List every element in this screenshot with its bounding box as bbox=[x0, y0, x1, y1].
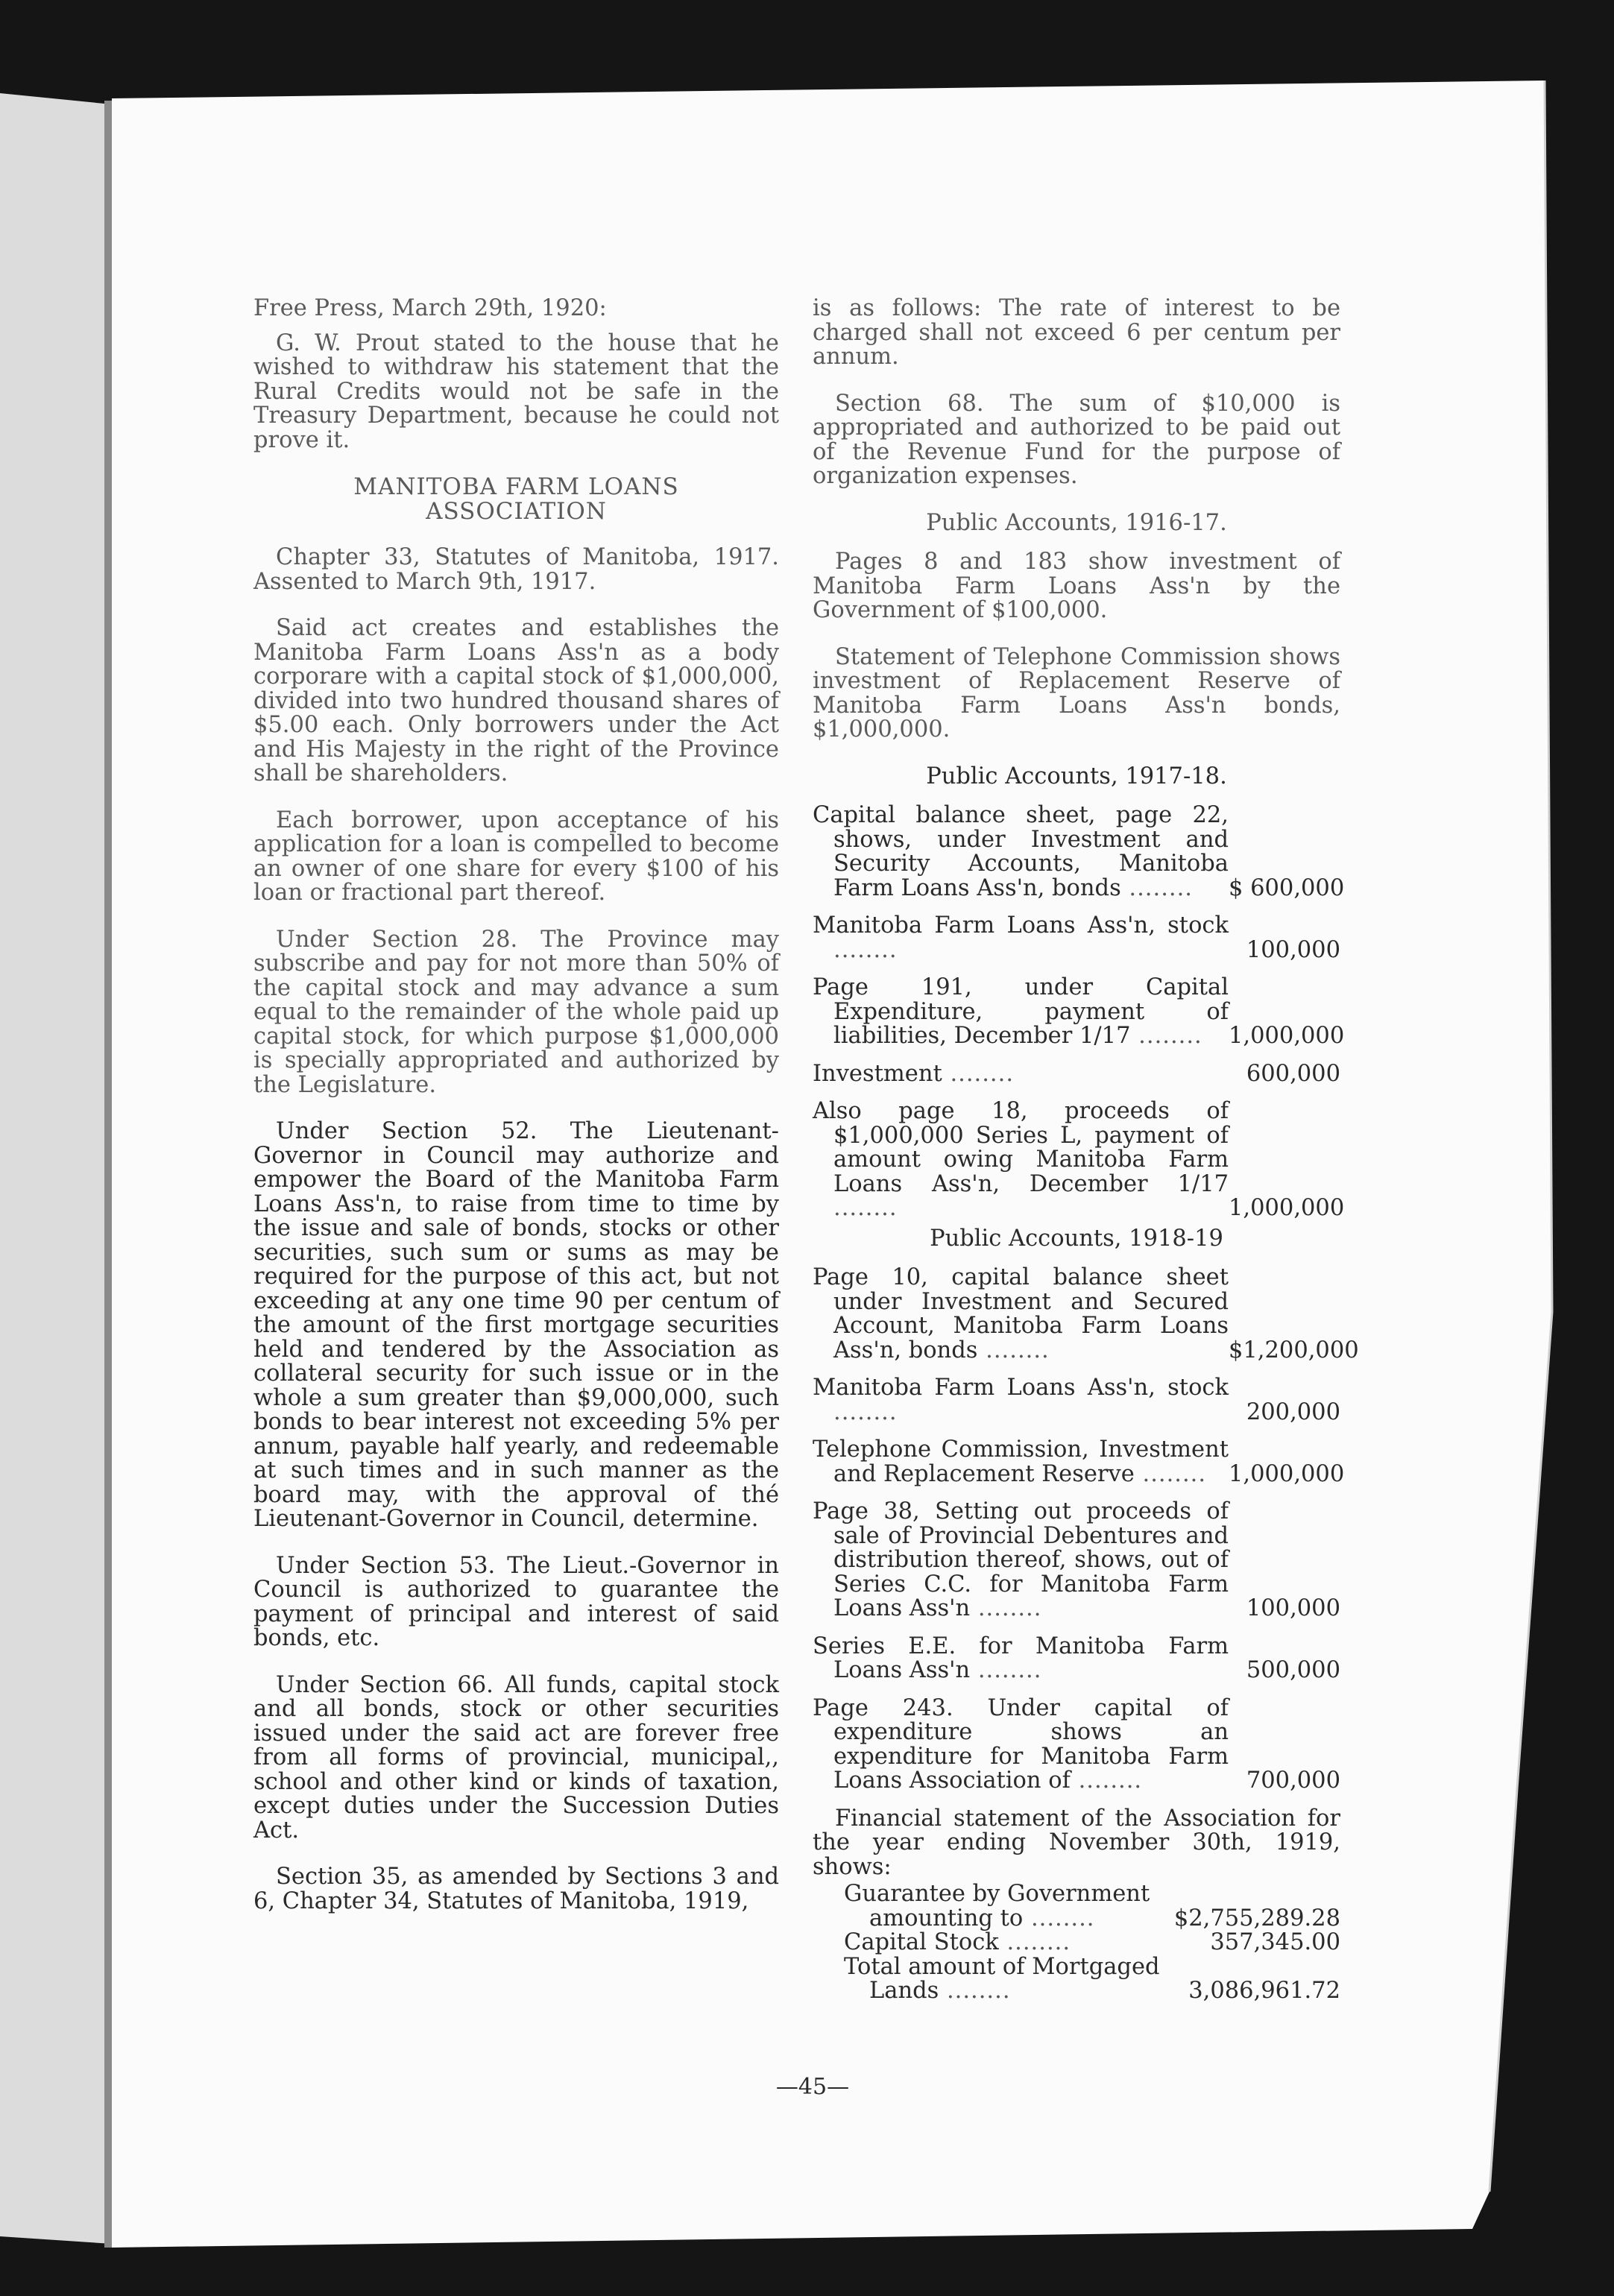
account-entry bbox=[813, 1376, 1340, 1425]
entry-amount: 200,000 bbox=[1246, 1398, 1340, 1425]
section-52-paragraph: Under Section 52. The Lieutenant-Governor in Council may authorize and empower the Board of the Manitoba Farm Loans Ass'n, to raise from time to time by the issue and sale of bonds, stocks or other securities, such sum or sums as may be required for the purpose of this act, but not exceeding at any one time 90 per centum of the amount of the first mortgage securities held and tendered by the Association as collateral security for such issue or in the whole a sum greater than $9,000,000, such bonds to bear interest not exceeding 5% per annum, payable half yearly, and redeemable at such times and in such manner as the board may, with the approval of thé Lieutenant-Governor in Council, determine. bbox=[253, 1118, 779, 1532]
dot-leader: ........ bbox=[1023, 1905, 1095, 1931]
section-35-paragraph: Section 35, as amended by Sections 3 and 6, Chapter 34, Statutes of Manitoba, 1919, bbox=[253, 1864, 779, 1914]
entry-description: Capital balance sheet, page 22, shows, under Investment and Security Accounts, Manitoba Farm Loans Ass'n, bonds ........ bbox=[813, 802, 1229, 901]
heading-line-2: ASSOCIATION bbox=[426, 497, 607, 525]
financial-statement-row bbox=[844, 1931, 1340, 1955]
entry-description: Page 243. Under capital of expenditure shows an expenditure for Manitoba Farm Loans Association of ........ bbox=[813, 1694, 1229, 1794]
dot-leader: ........ bbox=[977, 1337, 1050, 1363]
section-53-paragraph: Under Section 53. The Lieut.-Governor in Council is authorized to guarantee the payment of principal and interest of said bonds, etc. bbox=[253, 1552, 779, 1651]
section-heading bbox=[253, 475, 779, 523]
entry-amount: $ 600,000 bbox=[1229, 874, 1345, 901]
entry-description: Page 10, capital balance sheet under Investment and Secured Account, Manitoba Farm Loans Ass'n, bonds ........ bbox=[813, 1264, 1229, 1363]
left-column bbox=[253, 297, 779, 1936]
entry-amount: 100,000 bbox=[1246, 1595, 1340, 1621]
financial-statement-rows bbox=[844, 1882, 1340, 2004]
entry-amount: 1,000,000 bbox=[1229, 1460, 1345, 1487]
accounts-1917-heading: Public Accounts, 1917-18. bbox=[926, 763, 1227, 789]
financial-statement-row bbox=[844, 1955, 1340, 2004]
entry-amount: 100,000 bbox=[1246, 936, 1340, 963]
account-entry bbox=[813, 914, 1340, 962]
financial-statement-intro: Financial statement of the Association for the year ending November 30th, 1919, shows: bbox=[813, 1805, 1340, 1880]
entry-amount: 600,000 bbox=[1246, 1060, 1340, 1087]
entry-amount: 700,000 bbox=[1246, 1767, 1340, 1794]
dot-leader: ........ bbox=[833, 936, 898, 963]
entry-description: Guarantee by Government amounting to ........ bbox=[844, 1881, 1150, 1931]
chapter-reference: Chapter 33, Statutes of Manitoba, 1917. Assented to March 9th, 1917. bbox=[253, 544, 779, 595]
account-entry bbox=[813, 1694, 1340, 1794]
account-entry bbox=[813, 1062, 1340, 1087]
account-entry bbox=[813, 802, 1345, 901]
accounts-1918-heading: Public Accounts, 1918-19 bbox=[930, 1225, 1223, 1252]
section-66-paragraph: Under Section 66. All funds, capital stock and all bonds, stock or other securities issued under the said act are forever free from all forms of provincial, municipal,, school and other kind or kinds of taxation, except duties under the Succession Duties Act. bbox=[253, 1671, 779, 1844]
accounts-1918-list bbox=[813, 1264, 1359, 1794]
entry-description: Investment ........ bbox=[813, 1060, 1015, 1087]
newspaper-citation: Free Press, March 29th, 1920: bbox=[253, 295, 607, 321]
accounts-1917-list bbox=[813, 802, 1345, 1221]
entry-description: Also page 18, proceeds of $1,000,000 Series L, payment of amount owing Manitoba Farm Loans Ass'n, December 1/17 ........ bbox=[813, 1098, 1229, 1221]
account-entry bbox=[813, 1436, 1345, 1487]
dot-leader: ........ bbox=[1120, 874, 1193, 901]
entry-description: Page 38, Setting out proceeds of sale of Provincial Debentures and distribution thereof, shows, out of Series C.C. for Manitoba Farm Loans Ass'n ........ bbox=[813, 1498, 1229, 1621]
account-entry bbox=[813, 974, 1345, 1049]
account-entry bbox=[813, 1264, 1359, 1363]
telephone-commission-paragraph: Statement of Telephone Commission shows investment of Replacement Reserve of Manitoba Farm Loans Ass'n bonds, $1,000,000. bbox=[813, 643, 1340, 742]
dot-leader: ........ bbox=[970, 1595, 1042, 1621]
entry-description: Total amount of Mortgaged Lands ........ bbox=[844, 1953, 1160, 2004]
entry-description: Series E.E. for Manitoba Farm Loans Ass'n ........ bbox=[813, 1633, 1229, 1683]
entry-description: Manitoba Farm Loans Ass'n, stock ........ bbox=[813, 912, 1229, 963]
entry-amount: 357,345.00 bbox=[1210, 1929, 1340, 1955]
dot-leader: ........ bbox=[833, 1195, 898, 1221]
accounts-1916-heading: Public Accounts, 1916-17. bbox=[926, 509, 1227, 536]
entry-amount: 500,000 bbox=[1246, 1657, 1340, 1683]
heading-line-1: MANITOBA FARM LOANS bbox=[353, 473, 679, 500]
prout-statement: G. W. Prout stated to the house that he wished to withdraw his statement that the Rural Credits would not be safe in the Treasury Department, because he could not prove it. bbox=[253, 329, 779, 453]
dot-leader: ........ bbox=[1134, 1460, 1207, 1487]
dot-leader: ........ bbox=[939, 1978, 1011, 2004]
entry-amount: $1,200,000 bbox=[1229, 1337, 1359, 1363]
section-68-paragraph: Section 68. The sum of $10,000 is appropriated and authorized to be paid out of the Revenue Fund for the purpose of organization expenses. bbox=[813, 390, 1340, 489]
dot-leader: ........ bbox=[1130, 1023, 1202, 1049]
dot-leader: ........ bbox=[942, 1060, 1015, 1087]
financial-statement-row bbox=[844, 1882, 1340, 1931]
account-entry bbox=[813, 1635, 1340, 1683]
entry-amount: 1,000,000 bbox=[1229, 1195, 1345, 1221]
act-paragraph: Said act creates and establishes the Manitoba Farm Loans Ass'n as a body corporare with a capital stock of $1,000,000, divided into two hundred thousand shares of $5.00 each. Only borrowers under the Act and His Majesty in the right of the Province shall be shareholders. bbox=[253, 615, 779, 786]
entry-amount: $2,755,289.28 bbox=[1173, 1905, 1340, 1931]
dot-leader: ........ bbox=[970, 1657, 1042, 1683]
dot-leader: ........ bbox=[1070, 1767, 1143, 1794]
entry-amount: 1,000,000 bbox=[1229, 1023, 1345, 1049]
dot-leader: ........ bbox=[833, 1398, 898, 1425]
dot-leader: ........ bbox=[998, 1929, 1071, 1955]
section-28-paragraph: Under Section 28. The Province may subscribe and pay for not more than 50% of the capital stock and may advance a sum equal to the remainder of the whole paid up capital stock, for which purpose $1,000,000 is specially appropriated and authorized by the Legislature. bbox=[253, 926, 779, 1098]
right-column bbox=[813, 295, 1359, 2004]
entry-amount: 3,086,961.72 bbox=[1188, 1978, 1340, 2004]
entry-description: Telephone Commission, Investment and Replacement Reserve ........ bbox=[813, 1436, 1229, 1487]
interest-rate-paragraph: is as follows: The rate of interest to be charged shall not exceed 6 per centum per annum. bbox=[813, 295, 1340, 370]
account-entry bbox=[813, 1098, 1345, 1221]
entry-description: Capital Stock ........ bbox=[844, 1929, 1071, 1955]
borrower-paragraph: Each borrower, upon acceptance of his application for a loan is compelled to become an owner of one share for every $100 of his loan or fractional part thereof. bbox=[253, 807, 779, 906]
account-entry bbox=[813, 1500, 1340, 1621]
page-number: —45— bbox=[775, 2074, 850, 2100]
pages-investment-paragraph: Pages 8 and 183 show investment of Manitoba Farm Loans Ass'n by the Government of $100,000. bbox=[813, 549, 1340, 623]
entry-description: Manitoba Farm Loans Ass'n, stock ........ bbox=[813, 1375, 1229, 1425]
entry-description: Page 191, under Capital Expenditure, payment of liabilities, December 1/17 ........ bbox=[813, 974, 1229, 1049]
